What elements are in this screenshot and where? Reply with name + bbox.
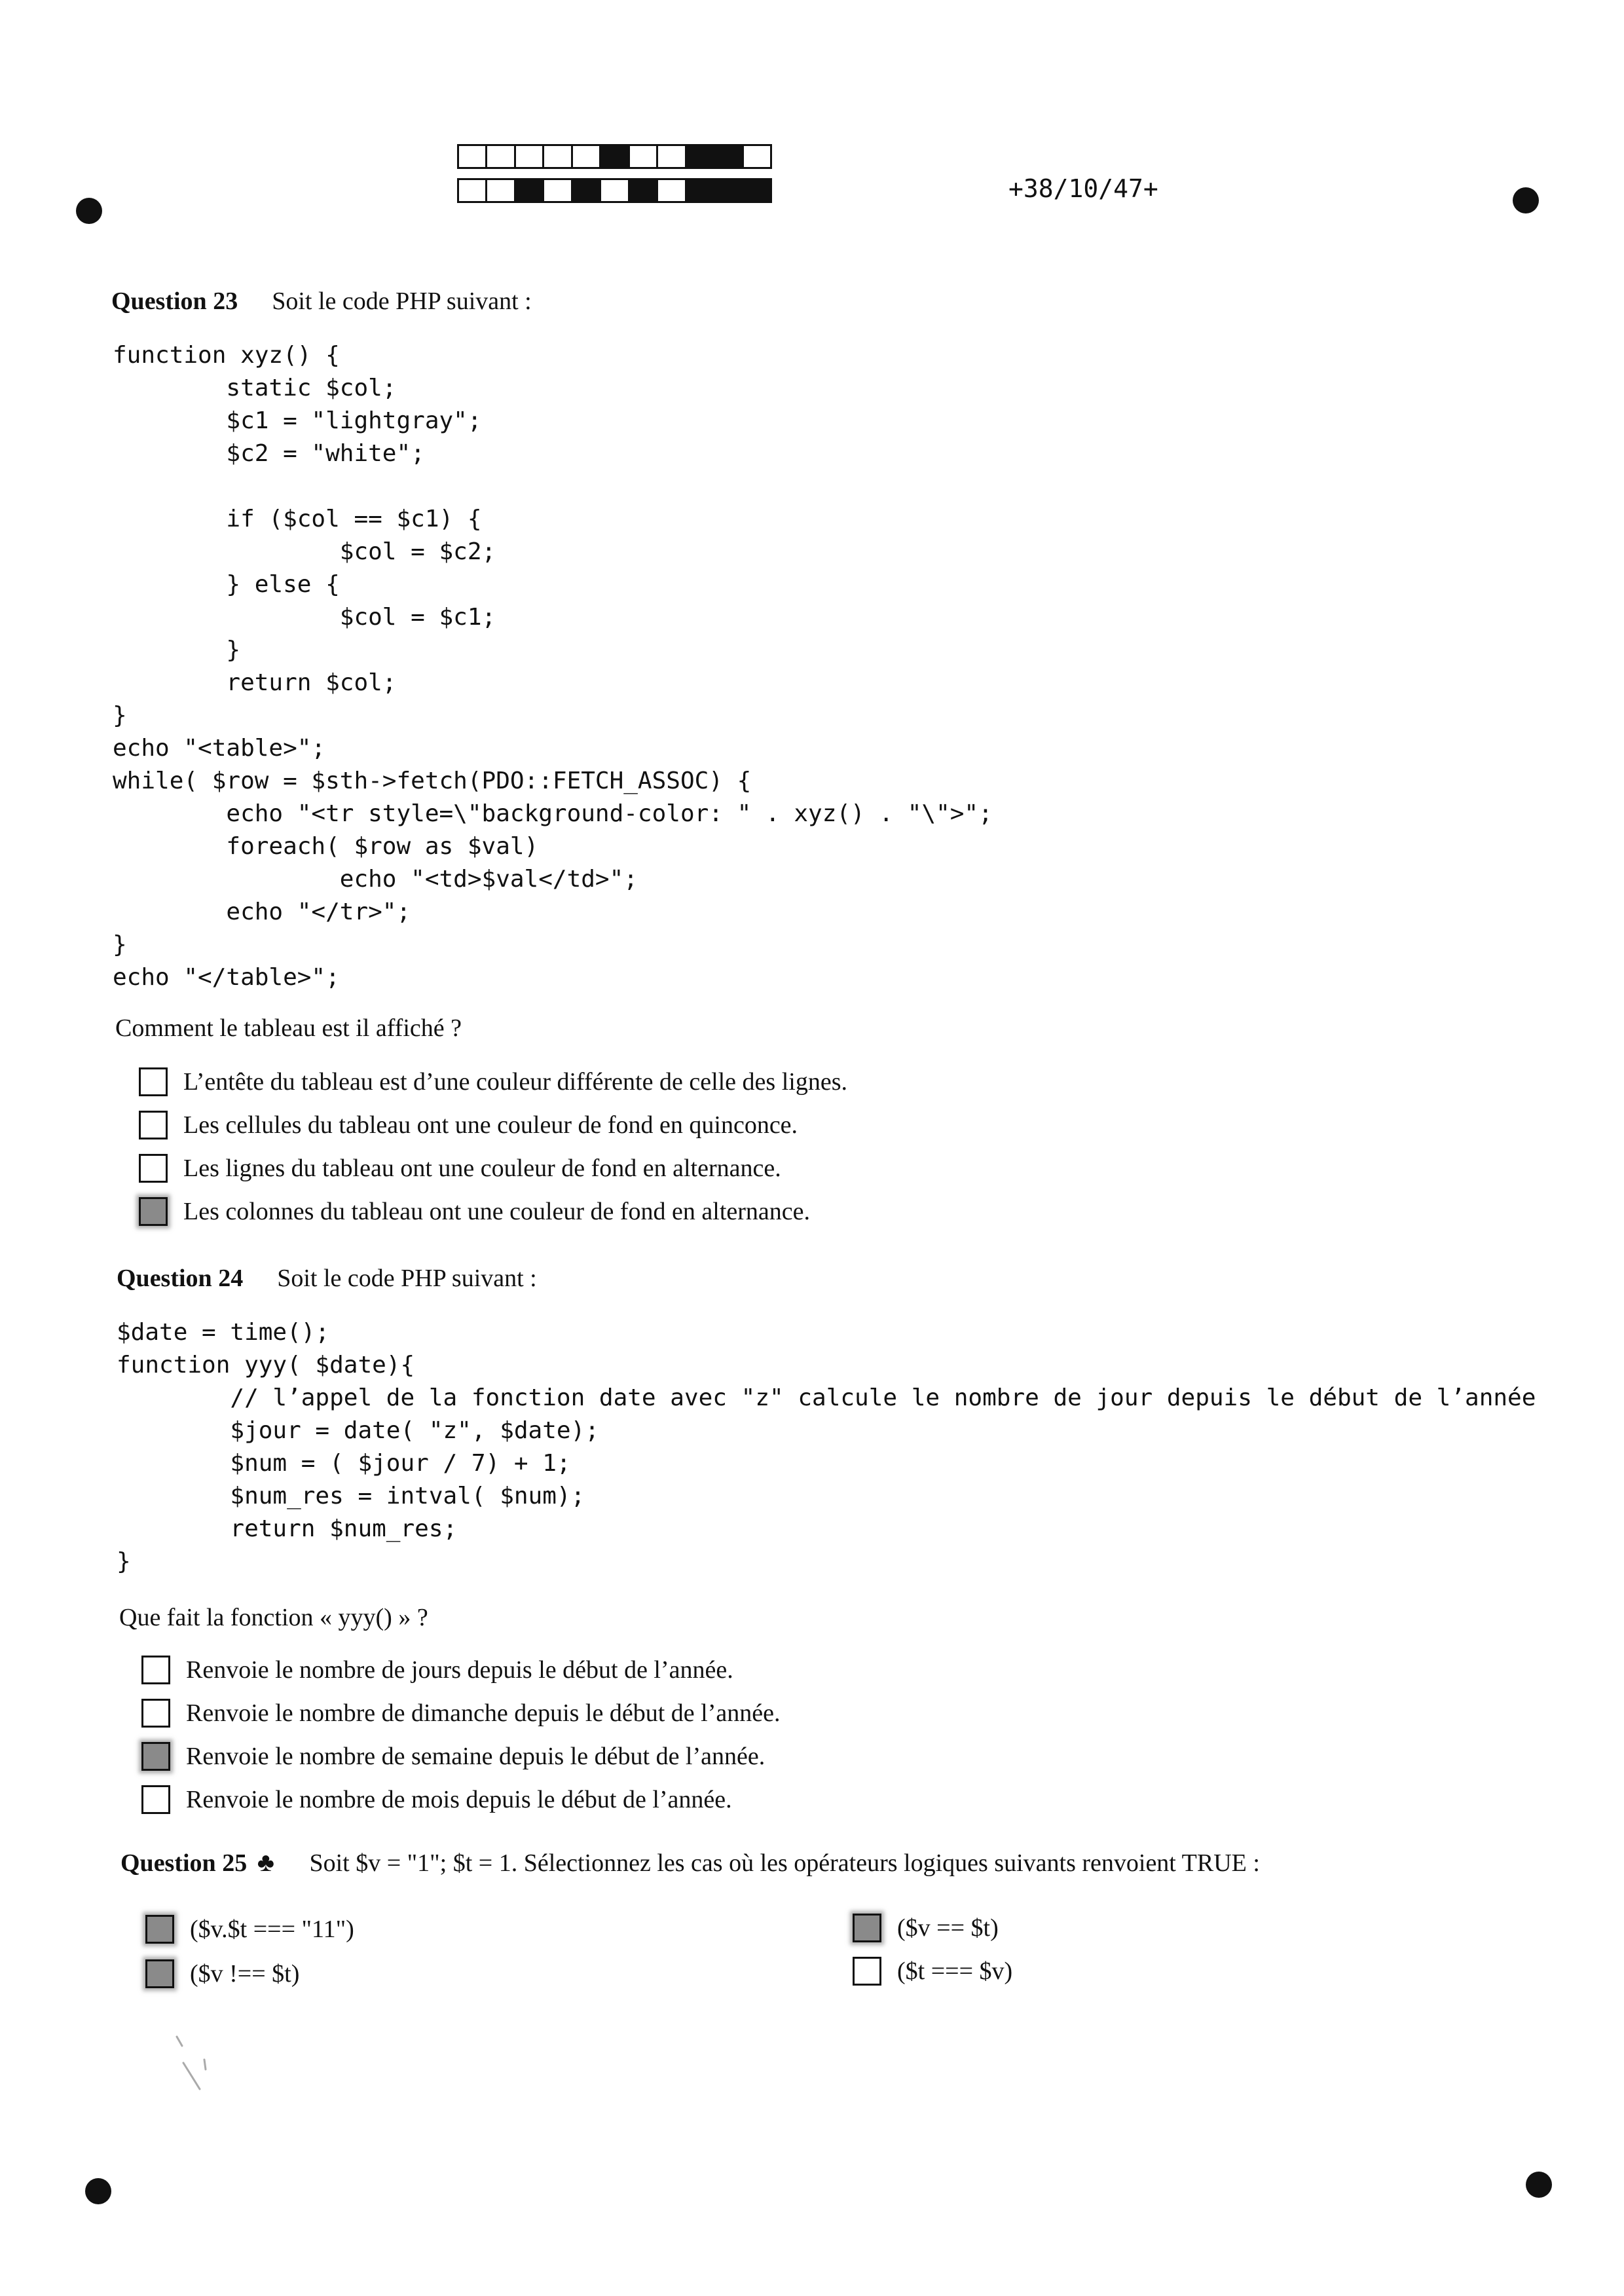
question-intro: Soit le code PHP suivant : <box>272 287 532 315</box>
barcode-cell <box>656 144 686 169</box>
checkbox-checked[interactable] <box>139 1197 168 1226</box>
q24-option-3[interactable] <box>141 1742 765 1771</box>
barcode-cell <box>685 178 715 203</box>
option-label: Les colonnes du tableau ont une couleur de fond en alternance. <box>183 1198 811 1225</box>
option-label: Renvoie le nombre de mois depuis le début de l’année. <box>186 1786 732 1813</box>
checkbox[interactable] <box>139 1067 168 1096</box>
barcode-cell <box>656 178 686 203</box>
pencil-scribble <box>164 2024 242 2102</box>
question-24-header <box>117 1264 537 1293</box>
club-icon: ♣ <box>257 1847 274 1877</box>
barcode-cell <box>713 144 743 169</box>
option-label: L’entête du tableau est d’une couleur différente de celle des lignes. <box>183 1068 847 1096</box>
checkbox[interactable] <box>853 1957 881 1986</box>
barcode-cell <box>571 144 601 169</box>
barcode-cell <box>628 144 658 169</box>
option-label: Les cellules du tableau ont une couleur de fond en quinconce. <box>183 1111 798 1139</box>
page-id: +38/10/47+ <box>1008 174 1158 203</box>
option-label: Renvoie le nombre de jours depuis le début de l’année. <box>186 1656 733 1684</box>
barcode-cell <box>542 144 572 169</box>
checkbox-checked[interactable] <box>853 1914 881 1942</box>
checkbox-checked[interactable] <box>145 1915 174 1944</box>
q23-option-4[interactable] <box>139 1197 810 1226</box>
barcode-cell <box>485 144 515 169</box>
question-intro: Soit le code PHP suivant : <box>277 1265 537 1292</box>
barcode-row-2 <box>457 178 770 203</box>
checkbox-checked[interactable] <box>145 1959 174 1988</box>
option-label: ($v !== $t) <box>190 1960 300 1988</box>
q25-option-1[interactable] <box>145 1915 354 1944</box>
question-23-code: function xyz() { static $col; $c1 = "lightgray"; $c2 = "white"; if ($col == $c1) { $col = $c2; } else { $col = $c1; } return $col; } echo "<table>"; while( $row = $sth->fetch(PDO::FETCH_ASSOC) { echo "<tr style=\"background-color: " . xyz() . "\">"; foreach( $row as $val) echo "<td>$val</td>"; echo "</tr>"; } echo "</table>"; <box>113 342 993 991</box>
barcode-cell <box>628 178 658 203</box>
q24-option-2[interactable] <box>141 1699 780 1728</box>
registration-dot-bottom-left <box>85 2178 111 2204</box>
barcode-cell <box>599 144 629 169</box>
option-label: ($v == $t) <box>897 1914 999 1942</box>
barcode-cell <box>485 178 515 203</box>
option-label: ($t === $v) <box>897 1957 1013 1985</box>
barcode-cell <box>685 144 715 169</box>
q25-option-2[interactable] <box>145 1959 299 1988</box>
option-label: Renvoie le nombre de semaine depuis le début de l’année. <box>186 1743 766 1770</box>
question-number: Question 24 <box>117 1265 244 1292</box>
question-number: Question 23 <box>111 287 238 315</box>
question-25-header <box>120 1847 1260 1878</box>
checkbox-checked[interactable] <box>141 1742 170 1771</box>
checkbox[interactable] <box>139 1111 168 1139</box>
barcode-cell <box>713 178 743 203</box>
checkbox[interactable] <box>139 1154 168 1183</box>
registration-dot-top-left <box>76 198 102 224</box>
q23-option-1[interactable] <box>139 1067 847 1096</box>
barcode-cell <box>742 178 772 203</box>
barcode-cell <box>514 178 544 203</box>
registration-dot-top-right <box>1513 187 1539 213</box>
question-23-header <box>111 287 532 316</box>
barcode-cell <box>571 178 601 203</box>
question-24-prompt: Que fait la fonction « yyy() » ? <box>119 1604 428 1631</box>
checkbox[interactable] <box>141 1785 170 1814</box>
q25-option-3[interactable] <box>853 1914 999 1942</box>
barcode-cell <box>457 178 487 203</box>
barcode-cell <box>599 178 629 203</box>
question-intro: Soit $v = "1"; $t = 1. Sélectionnez les cas où les opérateurs logiques suivants renvoient TRUE : <box>309 1849 1260 1877</box>
barcode-cell <box>457 144 487 169</box>
question-23-prompt: Comment le tableau est il affiché ? <box>115 1014 462 1042</box>
q23-option-2[interactable] <box>139 1111 798 1139</box>
q25-option-4[interactable] <box>853 1957 1012 1986</box>
q23-option-3[interactable] <box>139 1154 781 1183</box>
q24-option-4[interactable] <box>141 1785 732 1814</box>
checkbox[interactable] <box>141 1656 170 1684</box>
barcode-cell <box>742 144 772 169</box>
option-label: Renvoie le nombre de dimanche depuis le début de l’année. <box>186 1699 781 1727</box>
registration-dot-bottom-right <box>1526 2172 1552 2198</box>
question-24-code: $date = time(); function yyy( $date){ // l’appel de la fonction date avec "z" calcule le nombre de jour depuis le début de l’année $jour = date( "z", $date); $num = ( $jour / 7) + 1; $num_res = intval( $num); return $num_res; } <box>117 1319 1536 1575</box>
checkbox[interactable] <box>141 1699 170 1728</box>
barcode-cell <box>514 144 544 169</box>
q24-option-1[interactable] <box>141 1656 733 1684</box>
option-label: Les lignes du tableau ont une couleur de fond en alternance. <box>183 1155 781 1182</box>
question-number: Question 25 <box>120 1849 248 1877</box>
option-label: ($v.$t === "11") <box>190 1916 354 1943</box>
barcode-cell <box>542 178 572 203</box>
barcode-row-1 <box>457 144 770 169</box>
